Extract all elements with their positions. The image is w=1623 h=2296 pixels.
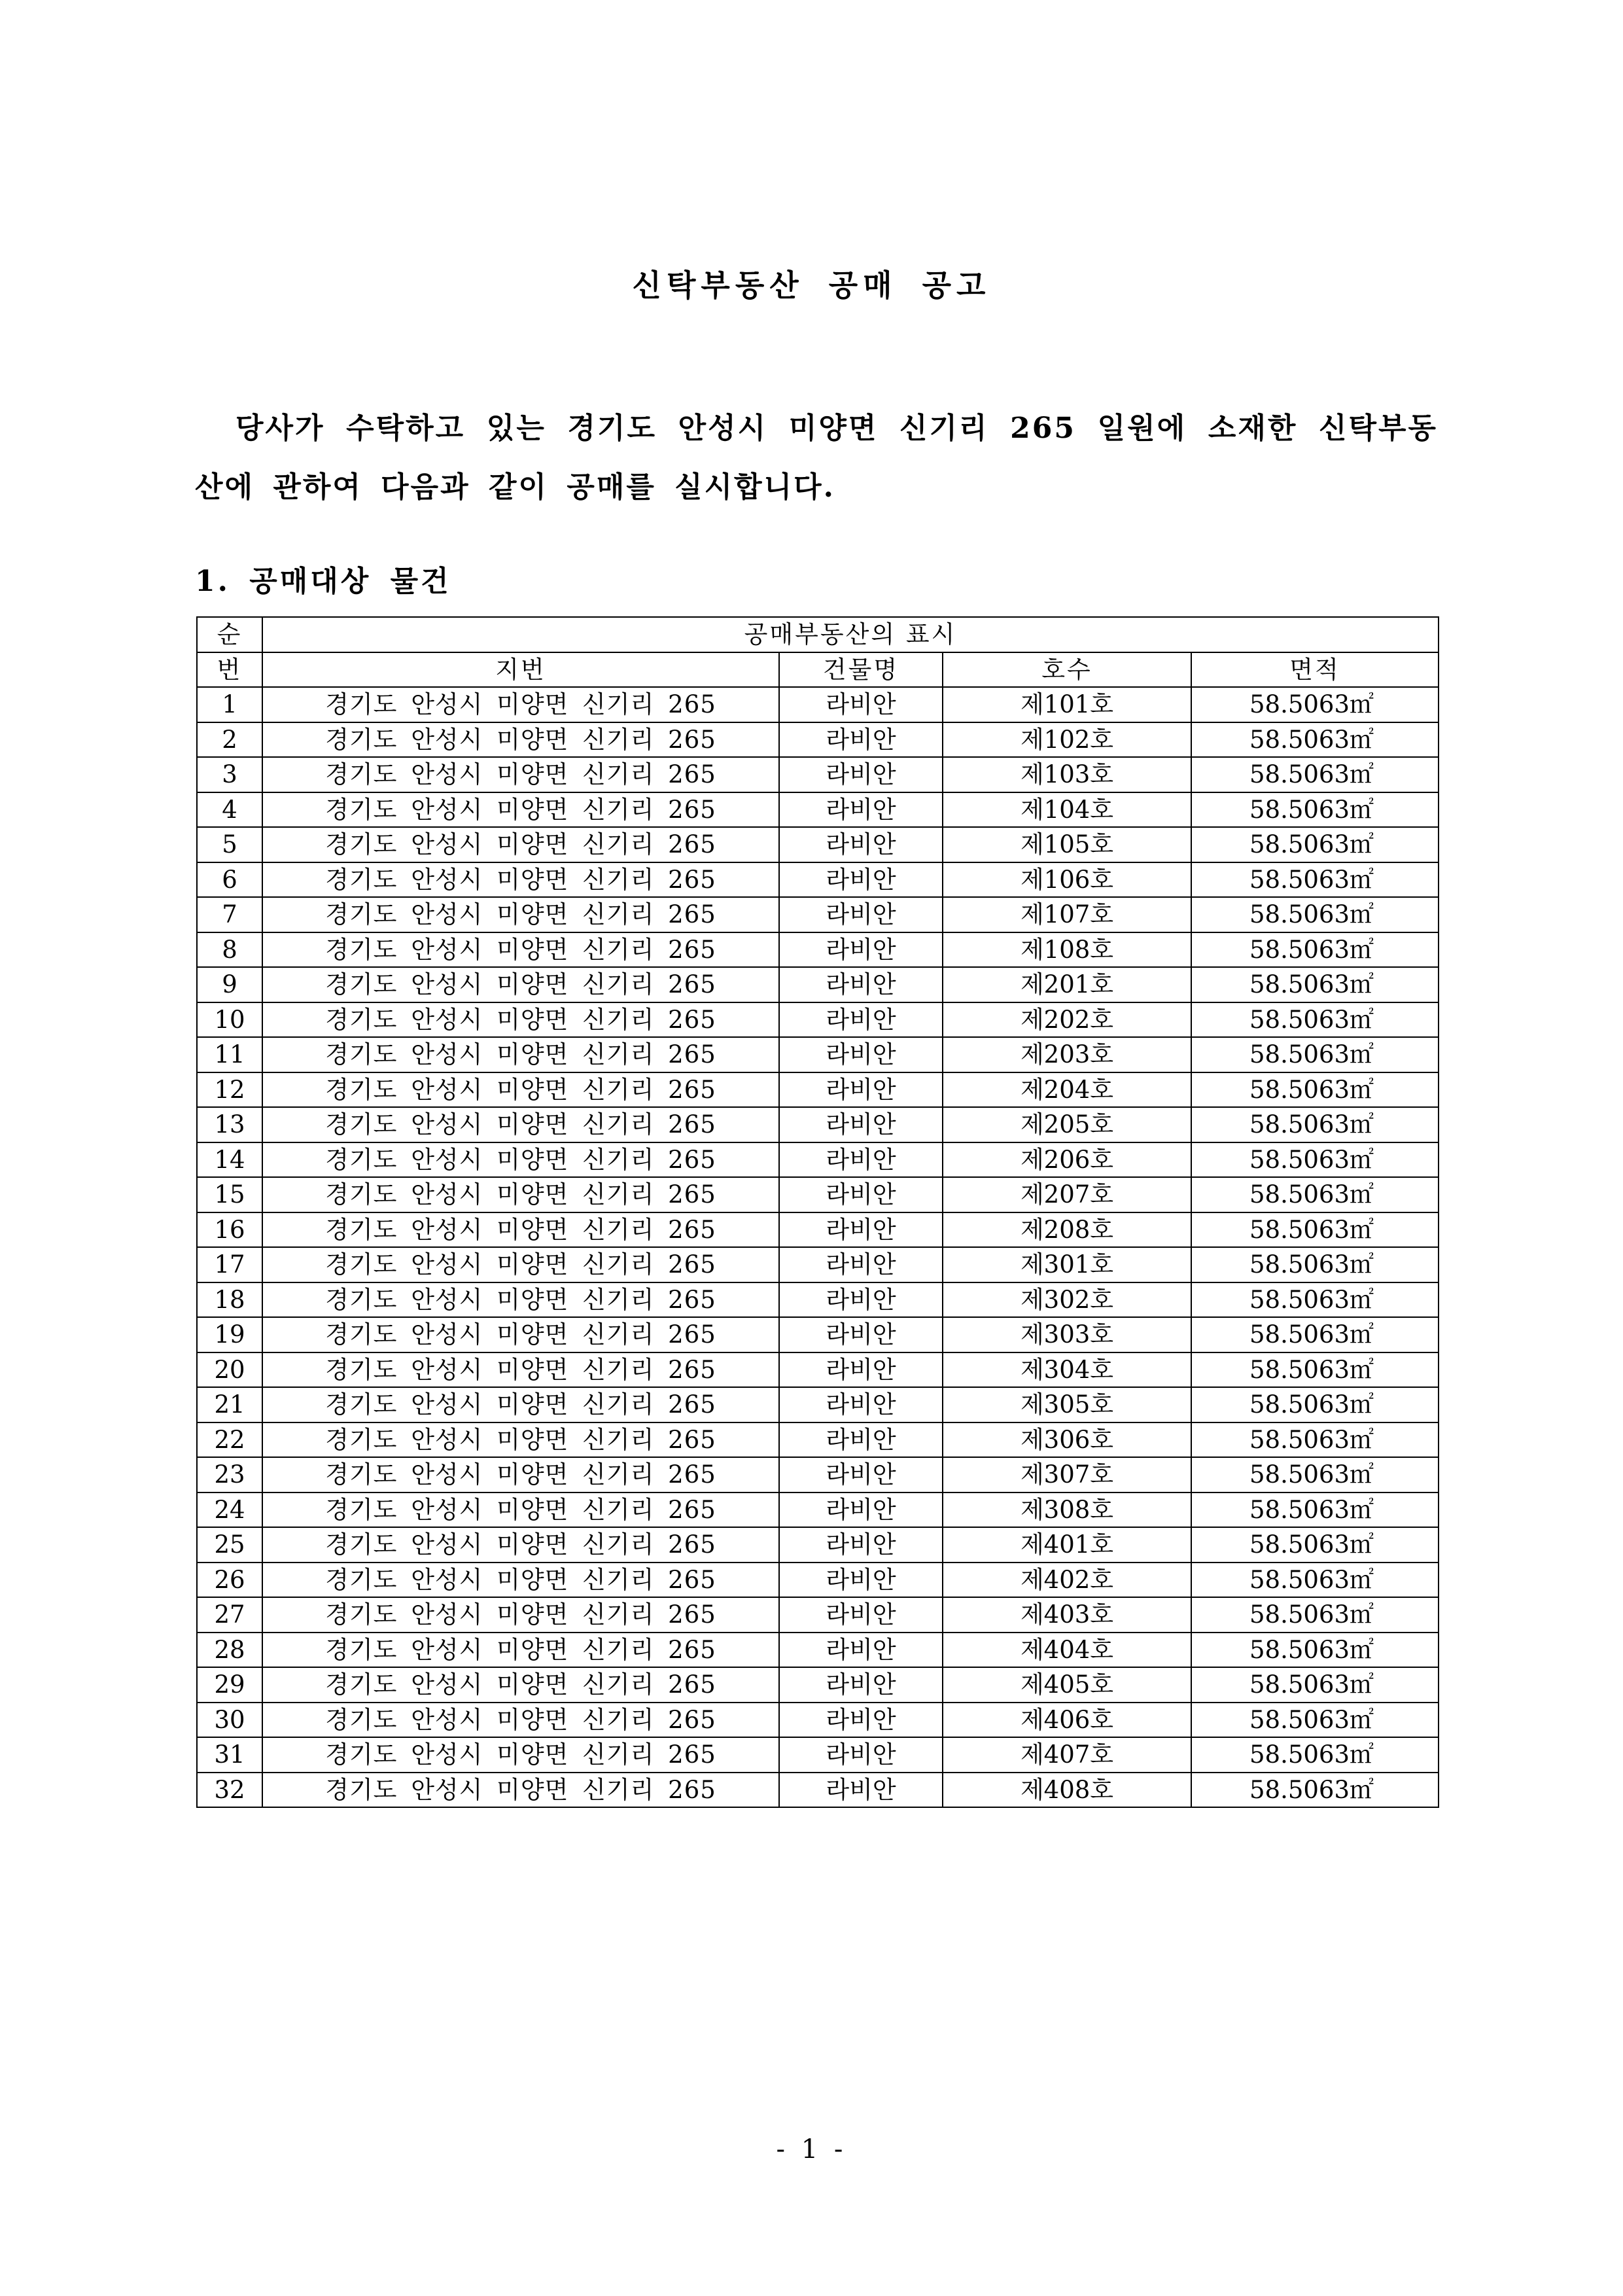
cell-unit: 제107호 xyxy=(943,897,1191,932)
table-row xyxy=(197,1107,1439,1142)
cell-seq: 12 xyxy=(197,1072,262,1108)
table-row xyxy=(197,687,1439,722)
cell-building: 라비안 xyxy=(779,1037,943,1072)
table-header-row-2 xyxy=(197,652,1439,688)
header-area: 면적 xyxy=(1191,652,1439,688)
cell-area: 58.5063㎡ xyxy=(1191,967,1439,1002)
cell-seq: 19 xyxy=(197,1317,262,1352)
cell-seq: 1 xyxy=(197,687,262,722)
section-heading: 1. 공매대상 물건 xyxy=(195,565,451,598)
document-title: 신탁부동산 공매 공고 xyxy=(632,268,991,303)
cell-lot: 경기도 안성시 미양면 신기리 265 xyxy=(262,1107,779,1142)
table-row xyxy=(197,1457,1439,1492)
cell-seq: 30 xyxy=(197,1703,262,1738)
cell-seq: 3 xyxy=(197,757,262,792)
cell-unit: 제203호 xyxy=(943,1037,1191,1072)
cell-building: 라비안 xyxy=(779,862,943,898)
cell-building: 라비안 xyxy=(779,1107,943,1142)
cell-unit: 제303호 xyxy=(943,1317,1191,1352)
cell-area: 58.5063㎡ xyxy=(1191,1282,1439,1318)
cell-building: 라비안 xyxy=(779,687,943,722)
table-row xyxy=(197,1037,1439,1072)
cell-seq: 6 xyxy=(197,862,262,898)
cell-building: 라비안 xyxy=(779,1352,943,1388)
cell-unit: 제405호 xyxy=(943,1667,1191,1703)
cell-area: 58.5063㎡ xyxy=(1191,1037,1439,1072)
cell-building: 라비안 xyxy=(779,1492,943,1528)
cell-lot: 경기도 안성시 미양면 신기리 265 xyxy=(262,1212,779,1248)
cell-area: 58.5063㎡ xyxy=(1191,792,1439,828)
cell-area: 58.5063㎡ xyxy=(1191,1597,1439,1633)
intro-text: 당사가 수탁하고 있는 경기도 안성시 미양면 신기리 265 일원에 소재한 신탁부동산에 관하여 다음과 같이 공매를 실시합니다. xyxy=(195,412,1438,504)
cell-unit: 제302호 xyxy=(943,1282,1191,1318)
cell-lot: 경기도 안성시 미양면 신기리 265 xyxy=(262,1633,779,1668)
cell-seq: 8 xyxy=(197,932,262,968)
cell-unit: 제206호 xyxy=(943,1142,1191,1178)
cell-building: 라비안 xyxy=(779,1422,943,1458)
cell-area: 58.5063㎡ xyxy=(1191,1247,1439,1282)
cell-unit: 제102호 xyxy=(943,722,1191,758)
cell-unit: 제207호 xyxy=(943,1177,1191,1212)
cell-area: 58.5063㎡ xyxy=(1191,1212,1439,1248)
table-row xyxy=(197,1317,1439,1352)
cell-unit: 제108호 xyxy=(943,932,1191,968)
cell-building: 라비안 xyxy=(779,757,943,792)
cell-seq: 29 xyxy=(197,1667,262,1703)
cell-seq: 18 xyxy=(197,1282,262,1318)
cell-area: 58.5063㎡ xyxy=(1191,862,1439,898)
table-header-row-1 xyxy=(197,617,1439,652)
cell-area: 58.5063㎡ xyxy=(1191,1072,1439,1108)
header-seq-top: 순 xyxy=(197,617,262,652)
table-row xyxy=(197,1597,1439,1633)
cell-building: 라비안 xyxy=(779,1212,943,1248)
cell-building: 라비안 xyxy=(779,1703,943,1738)
table-row xyxy=(197,1212,1439,1248)
cell-area: 58.5063㎡ xyxy=(1191,1422,1439,1458)
cell-seq: 25 xyxy=(197,1527,262,1563)
table-row xyxy=(197,1703,1439,1738)
cell-area: 58.5063㎡ xyxy=(1191,1773,1439,1808)
cell-seq: 17 xyxy=(197,1247,262,1282)
cell-lot: 경기도 안성시 미양면 신기리 265 xyxy=(262,1597,779,1633)
cell-lot: 경기도 안성시 미양면 신기리 265 xyxy=(262,1492,779,1528)
cell-area: 58.5063㎡ xyxy=(1191,1737,1439,1773)
cell-lot: 경기도 안성시 미양면 신기리 265 xyxy=(262,1177,779,1212)
cell-lot: 경기도 안성시 미양면 신기리 265 xyxy=(262,932,779,968)
cell-seq: 13 xyxy=(197,1107,262,1142)
table-row xyxy=(197,897,1439,932)
cell-lot: 경기도 안성시 미양면 신기리 265 xyxy=(262,1387,779,1422)
cell-area: 58.5063㎡ xyxy=(1191,687,1439,722)
cell-building: 라비안 xyxy=(779,1317,943,1352)
table-row xyxy=(197,1282,1439,1318)
cell-unit: 제407호 xyxy=(943,1737,1191,1773)
cell-area: 58.5063㎡ xyxy=(1191,827,1439,862)
table-row xyxy=(197,1352,1439,1388)
cell-building: 라비안 xyxy=(779,1282,943,1318)
cell-building: 라비안 xyxy=(779,792,943,828)
table-row xyxy=(197,1737,1439,1773)
cell-seq: 31 xyxy=(197,1737,262,1773)
cell-seq: 21 xyxy=(197,1387,262,1422)
cell-building: 라비안 xyxy=(779,967,943,1002)
cell-lot: 경기도 안성시 미양면 신기리 265 xyxy=(262,1037,779,1072)
table-row xyxy=(197,1492,1439,1528)
cell-seq: 5 xyxy=(197,827,262,862)
cell-area: 58.5063㎡ xyxy=(1191,1352,1439,1388)
cell-lot: 경기도 안성시 미양면 신기리 265 xyxy=(262,1422,779,1458)
cell-unit: 제208호 xyxy=(943,1212,1191,1248)
table-row xyxy=(197,1667,1439,1703)
cell-area: 58.5063㎡ xyxy=(1191,1457,1439,1492)
cell-area: 58.5063㎡ xyxy=(1191,897,1439,932)
cell-area: 58.5063㎡ xyxy=(1191,1527,1439,1563)
cell-lot: 경기도 안성시 미양면 신기리 265 xyxy=(262,1072,779,1108)
cell-lot: 경기도 안성시 미양면 신기리 265 xyxy=(262,1352,779,1388)
cell-building: 라비안 xyxy=(779,1563,943,1598)
cell-seq: 7 xyxy=(197,897,262,932)
cell-area: 58.5063㎡ xyxy=(1191,1317,1439,1352)
cell-lot: 경기도 안성시 미양면 신기리 265 xyxy=(262,1563,779,1598)
cell-unit: 제308호 xyxy=(943,1492,1191,1528)
header-seq-bottom: 번 xyxy=(197,652,262,688)
cell-lot: 경기도 안성시 미양면 신기리 265 xyxy=(262,1737,779,1773)
cell-unit: 제403호 xyxy=(943,1597,1191,1633)
cell-seq: 32 xyxy=(197,1773,262,1808)
cell-unit: 제404호 xyxy=(943,1633,1191,1668)
cell-building: 라비안 xyxy=(779,1457,943,1492)
cell-building: 라비안 xyxy=(779,1002,943,1038)
cell-area: 58.5063㎡ xyxy=(1191,1633,1439,1668)
cell-building: 라비안 xyxy=(779,1633,943,1668)
cell-unit: 제305호 xyxy=(943,1387,1191,1422)
cell-unit: 제408호 xyxy=(943,1773,1191,1808)
cell-building: 라비안 xyxy=(779,1597,943,1633)
cell-building: 라비안 xyxy=(779,1773,943,1808)
cell-building: 라비안 xyxy=(779,1177,943,1212)
cell-lot: 경기도 안성시 미양면 신기리 265 xyxy=(262,1773,779,1808)
cell-lot: 경기도 안성시 미양면 신기리 265 xyxy=(262,1527,779,1563)
cell-seq: 11 xyxy=(197,1037,262,1072)
cell-lot: 경기도 안성시 미양면 신기리 265 xyxy=(262,1247,779,1282)
cell-seq: 26 xyxy=(197,1563,262,1598)
cell-area: 58.5063㎡ xyxy=(1191,1667,1439,1703)
cell-building: 라비안 xyxy=(779,1387,943,1422)
table-row xyxy=(197,1002,1439,1038)
cell-building: 라비안 xyxy=(779,827,943,862)
cell-unit: 제204호 xyxy=(943,1072,1191,1108)
cell-area: 58.5063㎡ xyxy=(1191,1002,1439,1038)
cell-unit: 제106호 xyxy=(943,862,1191,898)
cell-unit: 제202호 xyxy=(943,1002,1191,1038)
cell-seq: 23 xyxy=(197,1457,262,1492)
cell-seq: 15 xyxy=(197,1177,262,1212)
header-group-title: 공매부동산의 표시 xyxy=(262,617,1439,652)
header-lot: 지번 xyxy=(262,652,779,688)
cell-area: 58.5063㎡ xyxy=(1191,1107,1439,1142)
cell-seq: 16 xyxy=(197,1212,262,1248)
cell-lot: 경기도 안성시 미양면 신기리 265 xyxy=(262,757,779,792)
cell-lot: 경기도 안성시 미양면 신기리 265 xyxy=(262,1002,779,1038)
cell-seq: 24 xyxy=(197,1492,262,1528)
cell-unit: 제201호 xyxy=(943,967,1191,1002)
page-number: - 1 - xyxy=(776,2134,847,2164)
cell-seq: 10 xyxy=(197,1002,262,1038)
cell-area: 58.5063㎡ xyxy=(1191,932,1439,968)
property-table xyxy=(196,616,1439,1808)
cell-lot: 경기도 안성시 미양면 신기리 265 xyxy=(262,827,779,862)
cell-area: 58.5063㎡ xyxy=(1191,1177,1439,1212)
cell-lot: 경기도 안성시 미양면 신기리 265 xyxy=(262,687,779,722)
cell-building: 라비안 xyxy=(779,1737,943,1773)
table-row xyxy=(197,967,1439,1002)
cell-building: 라비안 xyxy=(779,932,943,968)
table-row xyxy=(197,1072,1439,1108)
table-row xyxy=(197,1773,1439,1808)
cell-seq: 27 xyxy=(197,1597,262,1633)
cell-lot: 경기도 안성시 미양면 신기리 265 xyxy=(262,722,779,758)
cell-unit: 제104호 xyxy=(943,792,1191,828)
table-row xyxy=(197,757,1439,792)
header-building: 건물명 xyxy=(779,652,943,688)
table-body xyxy=(197,687,1439,1807)
table-row xyxy=(197,1527,1439,1563)
header-unit: 호수 xyxy=(943,652,1191,688)
cell-lot: 경기도 안성시 미양면 신기리 265 xyxy=(262,1142,779,1178)
cell-seq: 9 xyxy=(197,967,262,1002)
cell-unit: 제103호 xyxy=(943,757,1191,792)
cell-lot: 경기도 안성시 미양면 신기리 265 xyxy=(262,897,779,932)
cell-unit: 제402호 xyxy=(943,1563,1191,1598)
cell-lot: 경기도 안성시 미양면 신기리 265 xyxy=(262,862,779,898)
cell-area: 58.5063㎡ xyxy=(1191,757,1439,792)
table-row xyxy=(197,1563,1439,1598)
cell-seq: 2 xyxy=(197,722,262,758)
table-row xyxy=(197,1177,1439,1212)
table-row xyxy=(197,827,1439,862)
cell-seq: 20 xyxy=(197,1352,262,1388)
table-row xyxy=(197,862,1439,898)
cell-building: 라비안 xyxy=(779,897,943,932)
cell-area: 58.5063㎡ xyxy=(1191,1387,1439,1422)
cell-area: 58.5063㎡ xyxy=(1191,1563,1439,1598)
cell-unit: 제101호 xyxy=(943,687,1191,722)
cell-area: 58.5063㎡ xyxy=(1191,1142,1439,1178)
cell-building: 라비안 xyxy=(779,1527,943,1563)
cell-unit: 제307호 xyxy=(943,1457,1191,1492)
cell-unit: 제205호 xyxy=(943,1107,1191,1142)
cell-lot: 경기도 안성시 미양면 신기리 265 xyxy=(262,1457,779,1492)
cell-unit: 제304호 xyxy=(943,1352,1191,1388)
cell-seq: 14 xyxy=(197,1142,262,1178)
cell-unit: 제105호 xyxy=(943,827,1191,862)
cell-building: 라비안 xyxy=(779,722,943,758)
cell-area: 58.5063㎡ xyxy=(1191,1703,1439,1738)
cell-building: 라비안 xyxy=(779,1247,943,1282)
table-row xyxy=(197,932,1439,968)
cell-lot: 경기도 안성시 미양면 신기리 265 xyxy=(262,792,779,828)
cell-building: 라비안 xyxy=(779,1072,943,1108)
cell-seq: 22 xyxy=(197,1422,262,1458)
cell-lot: 경기도 안성시 미양면 신기리 265 xyxy=(262,1667,779,1703)
cell-area: 58.5063㎡ xyxy=(1191,722,1439,758)
table-row xyxy=(197,722,1439,758)
cell-unit: 제401호 xyxy=(943,1527,1191,1563)
cell-unit: 제301호 xyxy=(943,1247,1191,1282)
table-row xyxy=(197,1142,1439,1178)
table-row xyxy=(197,1387,1439,1422)
cell-lot: 경기도 안성시 미양면 신기리 265 xyxy=(262,1317,779,1352)
cell-lot: 경기도 안성시 미양면 신기리 265 xyxy=(262,1703,779,1738)
table-row xyxy=(197,792,1439,828)
cell-lot: 경기도 안성시 미양면 신기리 265 xyxy=(262,967,779,1002)
cell-unit: 제406호 xyxy=(943,1703,1191,1738)
table-row xyxy=(197,1247,1439,1282)
table-row xyxy=(197,1422,1439,1458)
cell-area: 58.5063㎡ xyxy=(1191,1492,1439,1528)
cell-building: 라비안 xyxy=(779,1667,943,1703)
cell-building: 라비안 xyxy=(779,1142,943,1178)
table-row xyxy=(197,1633,1439,1668)
intro-paragraph xyxy=(195,399,1438,517)
cell-lot: 경기도 안성시 미양면 신기리 265 xyxy=(262,1282,779,1318)
cell-unit: 제306호 xyxy=(943,1422,1191,1458)
cell-seq: 28 xyxy=(197,1633,262,1668)
cell-seq: 4 xyxy=(197,792,262,828)
